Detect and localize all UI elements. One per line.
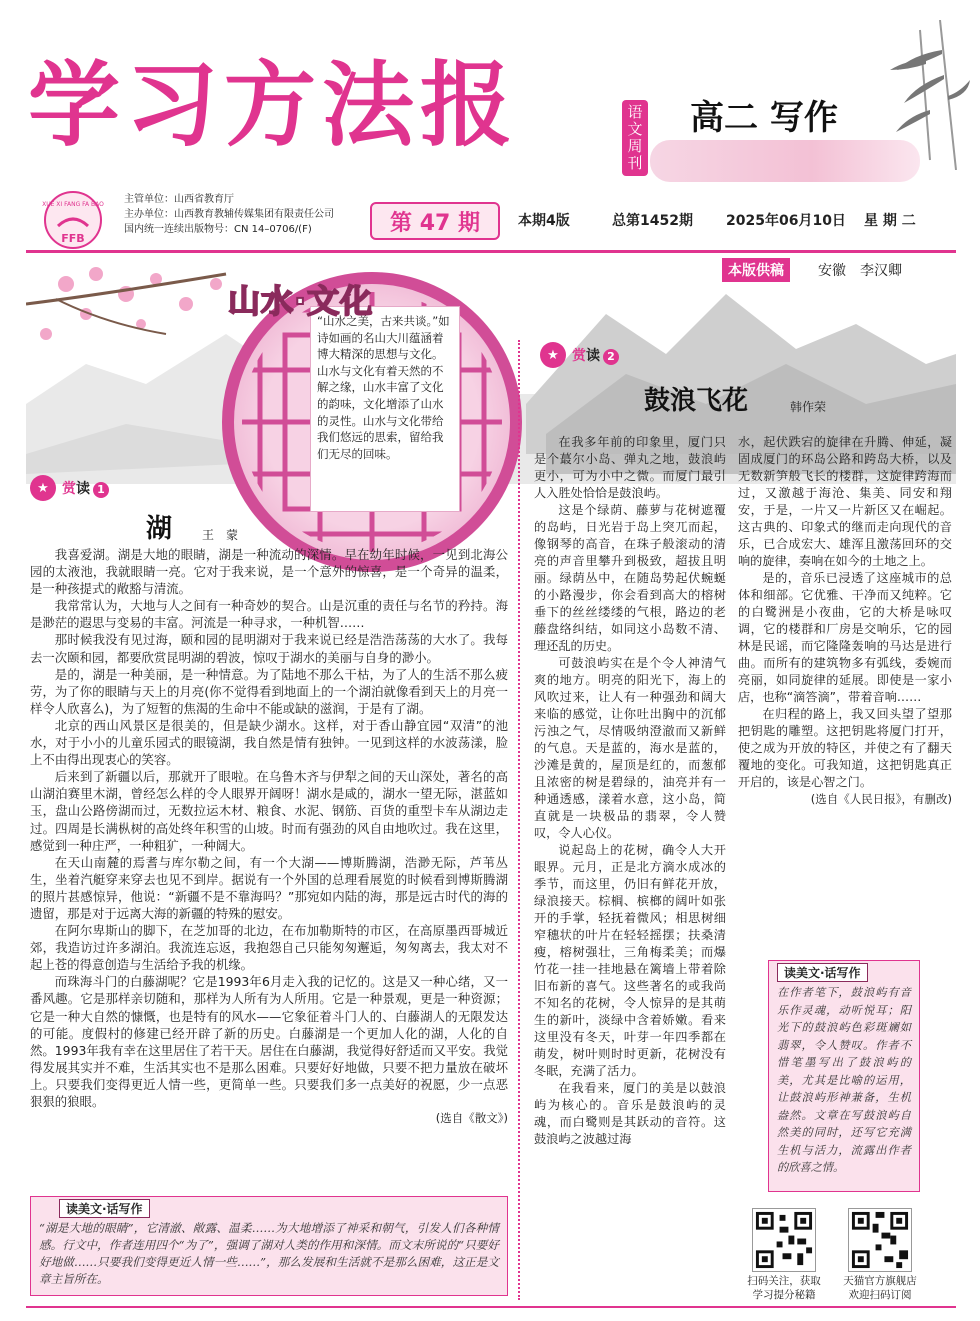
paragraph: 那时候我没有见过海，颐和园的昆明湖对于我来说已经是浩浩荡荡的大水了。我每去一次颐和园，都要欣赏昆明湖的碧波，惊叹于湖水的美丽与自身的渺小。 bbox=[30, 632, 508, 665]
paragraph: 是的，音乐已浸透了这座城市的总体和细部。它优雅、干净而又纯粹。它的白鹭洲是小夜曲，它的大桥是咏叹调，它的楼群和厂房是交响乐，它的园林是民谣，而它隆隆轰响的马达是进行曲。而所有的建筑物多有弧线，委婉而亮丽，如同旋律的延展。即使是一家小店，也称“滴答滴”，带着音响…… bbox=[738, 571, 952, 704]
total-issue: 总第1452期 bbox=[612, 213, 693, 229]
paragraph: 在归程的路上，我又回头望了望那把钥匙的雕塑。这把钥匙将厦门打开，使之成为开放的特区，并使之有了翻天覆地的变化。可我知道，这把钥匙真正开启的，该是心智之门。 bbox=[738, 707, 952, 789]
article1-title: 湖 bbox=[146, 514, 173, 544]
badge-label: 读 bbox=[586, 348, 600, 364]
publisher-info bbox=[124, 192, 334, 237]
badge-number: 2 bbox=[603, 349, 619, 365]
article2-col1 bbox=[534, 434, 726, 1148]
paragraph: 可鼓浪屿实在是个令人神清气爽的地方。明亮的阳光下，海上的风吹过来，让人有一种强劲和阔大来临的感觉，让你吐出胸中的沉郁污浊之气，尽情吸纳澄澈而又新鲜的气息。天是蓝的，海水是蓝的，沙滩是黄的，屋顶是红的，而葱郁且浓密的树是碧绿的，油亮并有一种通透感，漾着水意，这小岛，简直就是一块极品的翡翠，令人赞叹，令人心仪。 bbox=[534, 656, 726, 840]
issue-date: 2025年06月10日 bbox=[726, 213, 846, 229]
review-text: 在作者笔下，鼓浪屿有音乐作灵魂，动听悦耳；阳光下的鼓浪屿色彩斑斓如翡翠，令人赞叹。作者不惜笔墨写出了鼓浪屿的美，尤其是比喻的运用，让鼓浪屿形神兼备，生机盎然。文章在写鼓浪屿自然美的同时，还写它充满生机与活力，流露出作者的欣喜之情。 bbox=[777, 986, 911, 1174]
reading-icon: ★ bbox=[540, 342, 566, 368]
supply-author: 安徽 李汉卿 bbox=[818, 263, 902, 279]
info-line: 国内统一连续出版物号：CN 14–0706/(F) bbox=[124, 224, 312, 235]
qr-code-icon[interactable] bbox=[848, 1208, 912, 1272]
paragraph: 在我多年前的印象里，厦门只是个蕞尔小岛、弹丸之地，鼓浪屿更小，可为小中之微。而厦门最引人入胜处恰恰是鼓浪屿。 bbox=[534, 435, 726, 500]
paragraph: 水，起伏跌宕的旋律在升腾、伸延，凝固成厦门的环岛公路和跨岛大桥，以及无数新笋般飞长的楼群，这旋律跨海而过，又激越于海沧、集美、同安和翔安，于是，一片又一片新区又在崛起。这古典的、印象式的继而走向现代的音乐，已合成宏大、雄浑且激荡回环的交响的旋律，奏响在如今的土地之上。 bbox=[738, 435, 952, 568]
paragraph: 在我看来，厦门的美是以鼓浪屿为核心的。音乐是鼓浪屿的灵魂，而白鹭则是其跃动的音符。这鼓浪屿之波越过海 bbox=[534, 1081, 726, 1146]
qr-code-icon[interactable] bbox=[752, 1208, 816, 1272]
masthead-rule bbox=[26, 250, 956, 253]
paragraph: 我常常认为，大地与人之间有一种奇妙的契合。山是沉重的责任与名节的矜持。海是渺茫的遐思与变易的丰富。河流是一种寻求，一种机智…… bbox=[30, 598, 508, 631]
article2-review bbox=[768, 960, 920, 1192]
article2-source: (选自《人民日报》，有删改) bbox=[810, 792, 952, 806]
article2-author: 韩作荣 bbox=[790, 400, 827, 414]
paragraph: 后来到了新疆以后，那就开了眼啦。在乌鲁木齐与伊犁之间的天山深处，著名的高山湖泊赛里木湖，曾经怎么样的令人眼界开阔呀！湖水是咸的，湖水一望无际，湛蓝如玉，盘山公路傍湖而过，无数拉运木材、粮食、水泥、钢筋、百货的重型卡车从湖边走过。四周是长满枞树的高处终年积雪的山坡。时而有强劲的风自由地吹过。我在这里，感觉到一种庄严，一种粗犷，一种阔大。 bbox=[30, 769, 508, 853]
info-line: 主办单位：山西教育教辅传媒集团有限责任公司 bbox=[124, 209, 334, 220]
badge-number: 1 bbox=[93, 482, 109, 498]
review-heading: 读美文·话写作 bbox=[777, 963, 868, 982]
article1-source: (选自《散文》) bbox=[435, 1111, 508, 1126]
qr-caption bbox=[736, 1274, 832, 1302]
badge-char: 赏 bbox=[62, 481, 76, 497]
bottom-rule bbox=[26, 1306, 956, 1308]
paragraph: 说起岛上的花树，确令人大开眼界。元月，正是北方滴水成冰的季节，而这里，仍旧有鲜花开放，绿浪接天。棕榈、槟榔的阔叶如张开的手掌，轻抚着微风；相思树细窄穗状的叶片在轻轻摇摆；扶桑清瘦，榕树强壮，三角梅柔美；而爆竹花一挂一挂地悬在篱墙上带着除旧布新的喜气。这些著名的或我尚不知名的花树，令人惊异的是其萌生的新叶，淡绿中含着娇嫩。看来这里没有冬天，叶芽一年四季都在萌发，树叶则时时更新，花树没有冬眠，充满了活力。 bbox=[534, 843, 726, 1078]
logo-mark: FFB bbox=[61, 232, 85, 245]
article1-body bbox=[30, 546, 508, 1127]
paragraph: 北京的西山风景区是很美的，但是缺少湖水。这样，对于香山静宜园“双清”的池水，对于小小的儿童乐园式的眼镜湖，我自然是情有独钟。一见到这样的水波荡漾，脸上不由得出现衷心的笑容。 bbox=[30, 717, 508, 768]
qr-caption-line: 学习提分秘籍 bbox=[752, 1289, 816, 1301]
badge-char: 赏 bbox=[572, 348, 586, 364]
page-count: 本期4版 bbox=[518, 213, 570, 229]
column-divider bbox=[518, 340, 520, 1300]
reading-icon: ★ bbox=[30, 475, 56, 501]
newspaper-title: 学习方法报 bbox=[28, 52, 519, 159]
article2-title: 鼓浪飞花 bbox=[644, 386, 749, 416]
section-title: 山水·文化 bbox=[228, 282, 374, 320]
qr-caption-line: 天猫官方旗舰店 bbox=[843, 1275, 917, 1287]
paragraph: 在天山南麓的焉耆与库尔勒之间，有一个大湖——博斯腾湖，浩渺无际，芦苇丛生，坐着汽艇穿来穿去也见不到岸。据说有一个外国的总理看展览的时候看到博斯腾湖的照片甚感惊异，他说：“新疆不是不靠海吗？”那宛如内陆的海，那是远古时代的海的遗留，那是对于远离大海的新疆的特殊的慰安。 bbox=[30, 854, 508, 921]
paragraph: 而珠海斗门的白藤湖呢？它是1993年6月走入我的记忆的。这是又一种心绪，又一番风趣。它是那样亲切随和，那样为人所有为人所用。它是一种景观，更是一种资源；它是一种大自然的慷慨，也是特有的风水——它象征着斗门人的、白藤湖人的无限发达的可能。度假村的修建已经开辟了新的历史。白藤湖是一个更加人化的湖，人化的自然。1993年我有幸在这里居住了若干天。居住在白藤湖，我觉得好舒适而又平安。我觉得发展其实并不难，生活其实也不是那么困难。只要好好地做，只要不把力量放在破坏上。只要我们变得更近人情一些，更简单一些。只要我们多一点美好的祝愿，少一点恶狠狠的狼眼。 bbox=[30, 974, 508, 1109]
grade-label: 高二 写作 bbox=[690, 98, 838, 138]
supply-label: 本版供稿 bbox=[722, 258, 790, 282]
article1-review bbox=[30, 1196, 508, 1296]
article1-author: 王 蒙 bbox=[202, 528, 239, 542]
qr-caption-line: 扫码关注，获取 bbox=[747, 1275, 821, 1287]
qr-caption-line: 欢迎扫码订阅 bbox=[848, 1289, 912, 1301]
publisher-logo-icon bbox=[28, 190, 118, 250]
article1-badge bbox=[30, 475, 109, 501]
article2-col2 bbox=[738, 434, 952, 808]
section-intro: “山水之美，古来共谈。”如诗如画的名山大川蕴涵着博大精深的思想与文化。山水与文化有着天然的不解之缘，山水丰富了文化的韵味，文化增添了山水的灵性。山水与文化带给我们悠远的思索，留给我们无尽的回味。 bbox=[310, 306, 460, 512]
scroll-ornament bbox=[650, 140, 920, 182]
paragraph: 在阿尔卑斯山的脚下，在芝加哥的北边，在布加勒斯特的市区，在高原墨西哥城近郊，我造访过许多湖泊。我流连忘返，我抱怨自己只能匆匆邂逅，匆匆离去，我太对不起上苍的得意创造与生活给予我的机缘。 bbox=[30, 923, 508, 973]
paragraph: 这是个绿荫、藤萝与花树遮覆的岛屿，日光岩于岛上突兀而起，像钢琴的高音，在珠子般滚动的清亮的声音里攀升到极致，超拔且明丽。绿荫丛中，在随岛势起伏蜿蜒的小路漫步，你会看到高大的榕树垂下的丝丝缕缕的气根，路边的老藤盘络纠结，如同这小岛数不清、理还乱的历史。 bbox=[534, 503, 726, 653]
review-text: “湖是大地的眼睛”，它清澈、敞露、温柔……为大地增添了神采和朝气，引发人们各种情感。行文中，作者连用四个“为了”，强调了湖对人类的作用和深情。而文末所说的“只要好好地做……只要我们变得更近人情一些……”，那么发展和生活就不是那么困难，这正是文章主旨所在。 bbox=[39, 1221, 499, 1286]
qr-caption bbox=[832, 1274, 928, 1302]
logo-text: XUE XI FANG FA BAO bbox=[42, 201, 104, 208]
article2-badge bbox=[540, 342, 619, 368]
issue-number: 第 47 期 bbox=[370, 202, 500, 240]
paragraph: 是的，湖是一种美丽，是一种情意。为了陆地不那么干枯，为了人的生活不那么疲劳，为了你的眼睛与天上的月亮(你不觉得看到地面上的一个湖泊就像看到天上的月亮一样令人欣喜么)，为了短暂的焦渴的生命中不能或缺的滋润，于是有了湖。 bbox=[30, 666, 508, 716]
paragraph: 我喜爱湖。湖是大地的眼睛，湖是一种流动的深情。早在幼年时候，一见到北海公园的太液池，我就眼睛一亮。它对于我来说，是一个意外的惊喜，是一个奇异的温柔，是一种孩提式的敞豁与清流。 bbox=[30, 547, 508, 597]
review-heading: 读美文·话写作 bbox=[59, 1199, 150, 1218]
badge-label: 读 bbox=[76, 481, 90, 497]
weekly-tag: 语文周刊 bbox=[622, 100, 648, 176]
info-line: 主管单位：山西省教育厅 bbox=[124, 194, 234, 205]
weekday: 星 期 二 bbox=[864, 213, 916, 229]
